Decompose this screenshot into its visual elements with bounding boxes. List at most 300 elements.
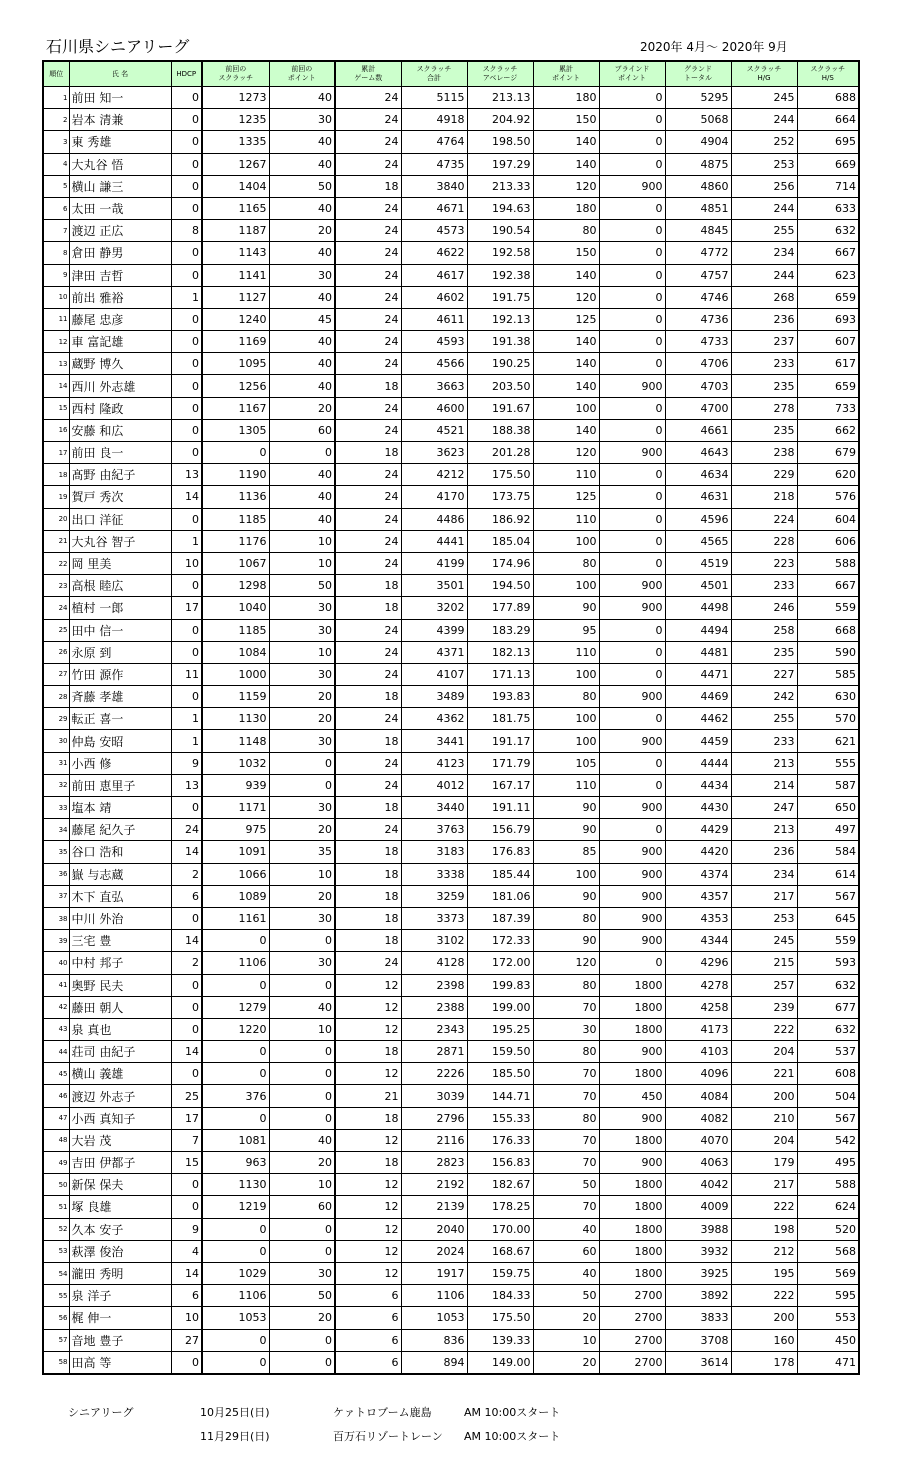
cell-high-series: 595 — [797, 1285, 859, 1307]
cell-prev-scratch: 1040 — [202, 597, 269, 619]
cell-player-name: 音地 豊子 — [69, 1329, 171, 1351]
cell-blind-points: 0 — [599, 419, 665, 441]
cell-grand-total: 4596 — [665, 508, 731, 530]
cell-high-series: 504 — [797, 1085, 859, 1107]
cell-scratch-total: 2024 — [401, 1240, 467, 1262]
cell-scratch-total: 3259 — [401, 885, 467, 907]
cell-prev-scratch: 1127 — [202, 286, 269, 308]
cell-prev-points: 20 — [269, 397, 335, 419]
cell-high-game: 179 — [731, 1152, 797, 1174]
table-row — [43, 930, 859, 952]
cell-high-series: 471 — [797, 1351, 859, 1374]
cell-scratch-total: 3102 — [401, 930, 467, 952]
cell-high-game: 244 — [731, 264, 797, 286]
cell-total-points: 120 — [533, 175, 599, 197]
cell-blind-points: 1800 — [599, 996, 665, 1018]
cell-scratch-total: 3183 — [401, 841, 467, 863]
cell-high-series: 584 — [797, 841, 859, 863]
cell-scratch-average: 173.75 — [467, 486, 533, 508]
table-row — [43, 819, 859, 841]
cell-scratch-average: 198.50 — [467, 131, 533, 153]
cell-rank: 41 — [43, 974, 69, 996]
cell-total-points: 30 — [533, 1018, 599, 1040]
cell-player-name: 藤尾 忠彦 — [69, 308, 171, 330]
cell-hdcp: 0 — [171, 175, 202, 197]
cell-games: 24 — [335, 530, 401, 552]
table-row — [43, 264, 859, 286]
cell-scratch-average: 159.75 — [467, 1262, 533, 1284]
cell-hdcp: 2 — [171, 863, 202, 885]
cell-player-name: 安藤 和広 — [69, 419, 171, 441]
cell-hdcp: 0 — [171, 619, 202, 641]
table-row — [43, 663, 859, 685]
cell-high-game: 244 — [731, 109, 797, 131]
cell-total-points: 110 — [533, 774, 599, 796]
cell-scratch-total: 4362 — [401, 708, 467, 730]
cell-high-series: 606 — [797, 530, 859, 552]
cell-prev-points: 0 — [269, 1240, 335, 1262]
table-row — [43, 885, 859, 907]
cell-prev-scratch: 0 — [202, 1351, 269, 1374]
cell-hdcp: 0 — [171, 331, 202, 353]
table-row — [43, 575, 859, 597]
cell-grand-total: 4429 — [665, 819, 731, 841]
cell-prev-points: 40 — [269, 131, 335, 153]
cell-prev-scratch: 1273 — [202, 87, 269, 109]
cell-high-game: 229 — [731, 464, 797, 486]
cell-blind-points: 0 — [599, 641, 665, 663]
cell-hdcp: 0 — [171, 419, 202, 441]
cell-blind-points: 2700 — [599, 1329, 665, 1351]
cell-scratch-average: 168.67 — [467, 1240, 533, 1262]
cell-prev-scratch: 1335 — [202, 131, 269, 153]
cell-scratch-total: 4622 — [401, 242, 467, 264]
cell-rank: 1 — [43, 87, 69, 109]
cell-rank: 55 — [43, 1285, 69, 1307]
cell-high-series: 621 — [797, 730, 859, 752]
cell-scratch-average: 159.50 — [467, 1041, 533, 1063]
cell-rank: 9 — [43, 264, 69, 286]
cell-high-game: 218 — [731, 486, 797, 508]
cell-prev-scratch: 1190 — [202, 464, 269, 486]
cell-grand-total: 4733 — [665, 331, 731, 353]
cell-high-series: 679 — [797, 442, 859, 464]
cell-rank: 44 — [43, 1041, 69, 1063]
cell-prev-scratch: 1148 — [202, 730, 269, 752]
cell-prev-scratch: 1141 — [202, 264, 269, 286]
cell-scratch-average: 170.00 — [467, 1218, 533, 1240]
cell-scratch-average: 178.25 — [467, 1196, 533, 1218]
cell-prev-points: 60 — [269, 1196, 335, 1218]
cell-games: 24 — [335, 109, 401, 131]
cell-prev-scratch: 1095 — [202, 353, 269, 375]
cell-grand-total: 4357 — [665, 885, 731, 907]
cell-high-game: 200 — [731, 1307, 797, 1329]
cell-prev-points: 35 — [269, 841, 335, 863]
cell-scratch-average: 177.89 — [467, 597, 533, 619]
cell-prev-points: 40 — [269, 508, 335, 530]
footer-event-time: AM 10:00スタート — [464, 1406, 561, 1419]
cell-total-points: 110 — [533, 464, 599, 486]
cell-grand-total: 4498 — [665, 597, 731, 619]
cell-rank: 37 — [43, 885, 69, 907]
cell-prev-scratch: 1167 — [202, 397, 269, 419]
cell-hdcp: 14 — [171, 486, 202, 508]
cell-scratch-average: 149.00 — [467, 1351, 533, 1374]
cell-hdcp: 6 — [171, 885, 202, 907]
col-header-name: 氏 名 — [69, 61, 171, 87]
cell-high-series: 553 — [797, 1307, 859, 1329]
cell-player-name: 岡 里美 — [69, 552, 171, 574]
cell-games: 18 — [335, 686, 401, 708]
cell-games: 12 — [335, 1218, 401, 1240]
cell-prev-scratch: 1159 — [202, 686, 269, 708]
cell-prev-scratch: 0 — [202, 1218, 269, 1240]
cell-scratch-average: 197.29 — [467, 153, 533, 175]
cell-games: 12 — [335, 1174, 401, 1196]
cell-prev-points: 30 — [269, 597, 335, 619]
cell-hdcp: 14 — [171, 1262, 202, 1284]
cell-high-game: 253 — [731, 153, 797, 175]
cell-grand-total: 3708 — [665, 1329, 731, 1351]
cell-prev-points: 40 — [269, 486, 335, 508]
cell-prev-scratch: 1185 — [202, 619, 269, 641]
cell-high-game: 253 — [731, 907, 797, 929]
cell-prev-points: 0 — [269, 1329, 335, 1351]
cell-total-points: 110 — [533, 641, 599, 663]
cell-high-series: 588 — [797, 552, 859, 574]
cell-total-points: 140 — [533, 131, 599, 153]
cell-rank: 38 — [43, 907, 69, 929]
cell-scratch-average: 181.06 — [467, 885, 533, 907]
cell-high-series: 632 — [797, 974, 859, 996]
cell-scratch-total: 3663 — [401, 375, 467, 397]
cell-total-points: 80 — [533, 552, 599, 574]
cell-games: 24 — [335, 308, 401, 330]
cell-prev-scratch: 0 — [202, 1329, 269, 1351]
cell-grand-total: 3988 — [665, 1218, 731, 1240]
cell-high-game: 217 — [731, 1174, 797, 1196]
cell-high-series: 677 — [797, 996, 859, 1018]
table-row — [43, 730, 859, 752]
cell-scratch-average: 194.50 — [467, 575, 533, 597]
cell-rank: 11 — [43, 308, 69, 330]
cell-blind-points: 0 — [599, 131, 665, 153]
cell-games: 18 — [335, 597, 401, 619]
cell-rank: 19 — [43, 486, 69, 508]
cell-prev-points: 30 — [269, 663, 335, 685]
cell-scratch-average: 213.13 — [467, 87, 533, 109]
cell-scratch-total: 4600 — [401, 397, 467, 419]
cell-blind-points: 0 — [599, 220, 665, 242]
table-row — [43, 1107, 859, 1129]
cell-scratch-average: 184.33 — [467, 1285, 533, 1307]
cell-prev-scratch: 1267 — [202, 153, 269, 175]
cell-high-series: 537 — [797, 1041, 859, 1063]
cell-scratch-total: 1106 — [401, 1285, 467, 1307]
cell-prev-points: 0 — [269, 1107, 335, 1129]
cell-prev-points: 20 — [269, 1152, 335, 1174]
cell-hdcp: 25 — [171, 1085, 202, 1107]
cell-player-name: 蔵野 博久 — [69, 353, 171, 375]
cell-player-name: 仲島 安昭 — [69, 730, 171, 752]
table-row — [43, 619, 859, 641]
footer-event-date: 10月25日(日) — [200, 1406, 270, 1419]
cell-prev-points: 50 — [269, 1285, 335, 1307]
cell-blind-points: 0 — [599, 197, 665, 219]
cell-total-points: 140 — [533, 419, 599, 441]
cell-total-points: 125 — [533, 308, 599, 330]
cell-games: 24 — [335, 752, 401, 774]
cell-hdcp: 0 — [171, 197, 202, 219]
cell-prev-scratch: 939 — [202, 774, 269, 796]
cell-blind-points: 2700 — [599, 1285, 665, 1307]
table-row — [43, 1041, 859, 1063]
cell-blind-points: 0 — [599, 819, 665, 841]
table-row — [43, 375, 859, 397]
cell-rank: 2 — [43, 109, 69, 131]
cell-scratch-average: 185.50 — [467, 1063, 533, 1085]
cell-high-series: 617 — [797, 353, 859, 375]
cell-scratch-total: 2139 — [401, 1196, 467, 1218]
cell-scratch-total: 4170 — [401, 486, 467, 508]
cell-player-name: 藤田 朝人 — [69, 996, 171, 1018]
cell-blind-points: 900 — [599, 907, 665, 929]
cell-scratch-average: 193.83 — [467, 686, 533, 708]
cell-rank: 24 — [43, 597, 69, 619]
cell-grand-total: 4736 — [665, 308, 731, 330]
cell-total-points: 100 — [533, 863, 599, 885]
cell-total-points: 70 — [533, 1085, 599, 1107]
cell-games: 24 — [335, 819, 401, 841]
cell-scratch-average: 204.92 — [467, 109, 533, 131]
cell-games: 24 — [335, 552, 401, 574]
cell-scratch-total: 3489 — [401, 686, 467, 708]
cell-hdcp: 0 — [171, 797, 202, 819]
cell-player-name: 横山 義雄 — [69, 1063, 171, 1085]
cell-player-name: 髙野 由紀子 — [69, 464, 171, 486]
cell-hdcp: 27 — [171, 1329, 202, 1351]
cell-hdcp: 4 — [171, 1240, 202, 1262]
cell-total-points: 110 — [533, 508, 599, 530]
cell-prev-scratch: 0 — [202, 1107, 269, 1129]
cell-scratch-average: 167.17 — [467, 774, 533, 796]
cell-scratch-average: 181.75 — [467, 708, 533, 730]
table-row — [43, 863, 859, 885]
cell-rank: 14 — [43, 375, 69, 397]
cell-games: 6 — [335, 1329, 401, 1351]
cell-scratch-total: 4602 — [401, 286, 467, 308]
cell-rank: 31 — [43, 752, 69, 774]
cell-scratch-average: 185.44 — [467, 863, 533, 885]
cell-prev-points: 30 — [269, 730, 335, 752]
cell-player-name: 小西 修 — [69, 752, 171, 774]
table-row — [43, 153, 859, 175]
cell-player-name: 植村 一郎 — [69, 597, 171, 619]
table-row — [43, 1285, 859, 1307]
cell-hdcp: 0 — [171, 397, 202, 419]
cell-prev-points: 40 — [269, 1129, 335, 1151]
cell-rank: 47 — [43, 1107, 69, 1129]
cell-prev-scratch: 1171 — [202, 797, 269, 819]
cell-scratch-total: 4521 — [401, 419, 467, 441]
cell-hdcp: 14 — [171, 1041, 202, 1063]
cell-hdcp: 0 — [171, 375, 202, 397]
cell-high-game: 200 — [731, 1085, 797, 1107]
cell-player-name: 賀戸 秀次 — [69, 486, 171, 508]
col-header-grand-total: グランド トータル — [665, 61, 731, 87]
cell-prev-scratch: 1089 — [202, 885, 269, 907]
cell-hdcp: 10 — [171, 1307, 202, 1329]
col-header-scratch-total: スクラッチ 合計 — [401, 61, 467, 87]
cell-scratch-total: 3338 — [401, 863, 467, 885]
cell-high-game: 245 — [731, 87, 797, 109]
cell-scratch-total: 3440 — [401, 797, 467, 819]
cell-games: 24 — [335, 220, 401, 242]
cell-blind-points: 0 — [599, 952, 665, 974]
cell-rank: 18 — [43, 464, 69, 486]
cell-prev-points: 0 — [269, 1218, 335, 1240]
cell-player-name: 新保 保夫 — [69, 1174, 171, 1196]
cell-hdcp: 0 — [171, 575, 202, 597]
cell-prev-points: 0 — [269, 774, 335, 796]
cell-prev-scratch: 0 — [202, 974, 269, 996]
cell-player-name: 津田 吉哲 — [69, 264, 171, 286]
cell-grand-total: 3614 — [665, 1351, 731, 1374]
cell-prev-points: 40 — [269, 464, 335, 486]
col-header-blind-points: ブラインド ポイント — [599, 61, 665, 87]
cell-total-points: 90 — [533, 930, 599, 952]
cell-grand-total: 4278 — [665, 974, 731, 996]
cell-high-series: 632 — [797, 1018, 859, 1040]
cell-rank: 22 — [43, 552, 69, 574]
cell-scratch-average: 192.13 — [467, 308, 533, 330]
cell-rank: 39 — [43, 930, 69, 952]
table-row — [43, 1262, 859, 1284]
cell-high-series: 520 — [797, 1218, 859, 1240]
cell-blind-points: 0 — [599, 242, 665, 264]
cell-total-points: 150 — [533, 242, 599, 264]
cell-games: 24 — [335, 486, 401, 508]
cell-high-game: 198 — [731, 1218, 797, 1240]
cell-prev-scratch: 1161 — [202, 907, 269, 929]
cell-hdcp: 0 — [171, 109, 202, 131]
cell-prev-scratch: 1219 — [202, 1196, 269, 1218]
cell-high-series: 667 — [797, 575, 859, 597]
table-row — [43, 907, 859, 929]
cell-grand-total: 4063 — [665, 1152, 731, 1174]
col-header-high-series: スクラッチ H/S — [797, 61, 859, 87]
cell-prev-points: 10 — [269, 641, 335, 663]
cell-rank: 57 — [43, 1329, 69, 1351]
table-row — [43, 175, 859, 197]
cell-games: 6 — [335, 1285, 401, 1307]
table-row — [43, 1174, 859, 1196]
cell-high-series: 664 — [797, 109, 859, 131]
cell-grand-total: 4070 — [665, 1129, 731, 1151]
cell-prev-scratch: 376 — [202, 1085, 269, 1107]
cell-grand-total: 4471 — [665, 663, 731, 685]
cell-player-name: 嶽 与志蔵 — [69, 863, 171, 885]
cell-rank: 32 — [43, 774, 69, 796]
cell-player-name: 大丸谷 智子 — [69, 530, 171, 552]
cell-blind-points: 1800 — [599, 1063, 665, 1085]
cell-hdcp: 1 — [171, 708, 202, 730]
cell-scratch-total: 4764 — [401, 131, 467, 153]
table-row — [43, 353, 859, 375]
cell-grand-total: 5068 — [665, 109, 731, 131]
cell-prev-scratch: 1053 — [202, 1307, 269, 1329]
table-row — [43, 331, 859, 353]
cell-player-name: 永原 到 — [69, 641, 171, 663]
cell-prev-scratch: 1091 — [202, 841, 269, 863]
cell-high-series: 568 — [797, 1240, 859, 1262]
cell-total-points: 60 — [533, 1240, 599, 1262]
cell-prev-scratch: 1081 — [202, 1129, 269, 1151]
cell-rank: 42 — [43, 996, 69, 1018]
cell-high-game: 233 — [731, 730, 797, 752]
table-row — [43, 1129, 859, 1151]
cell-prev-points: 0 — [269, 1351, 335, 1374]
cell-rank: 58 — [43, 1351, 69, 1374]
table-row — [43, 87, 859, 109]
cell-scratch-total: 2398 — [401, 974, 467, 996]
cell-scratch-average: 201.28 — [467, 442, 533, 464]
cell-hdcp: 0 — [171, 1018, 202, 1040]
cell-grand-total: 3833 — [665, 1307, 731, 1329]
cell-hdcp: 0 — [171, 996, 202, 1018]
cell-games: 12 — [335, 1129, 401, 1151]
col-header-games: 累計 ゲーム数 — [335, 61, 401, 87]
cell-hdcp: 6 — [171, 1285, 202, 1307]
cell-player-name: 前田 良一 — [69, 442, 171, 464]
cell-rank: 34 — [43, 819, 69, 841]
cell-rank: 6 — [43, 197, 69, 219]
cell-grand-total: 4430 — [665, 797, 731, 819]
cell-player-name: 藤尾 紀久子 — [69, 819, 171, 841]
cell-blind-points: 0 — [599, 264, 665, 286]
table-row — [43, 952, 859, 974]
cell-prev-points: 20 — [269, 1307, 335, 1329]
cell-prev-scratch: 1130 — [202, 708, 269, 730]
cell-rank: 45 — [43, 1063, 69, 1085]
cell-games: 24 — [335, 331, 401, 353]
cell-high-game: 204 — [731, 1041, 797, 1063]
cell-rank: 48 — [43, 1129, 69, 1151]
cell-scratch-average: 144.71 — [467, 1085, 533, 1107]
cell-games: 18 — [335, 797, 401, 819]
cell-prev-points: 40 — [269, 153, 335, 175]
cell-high-series: 542 — [797, 1129, 859, 1151]
cell-rank: 35 — [43, 841, 69, 863]
cell-hdcp: 0 — [171, 1174, 202, 1196]
cell-hdcp: 14 — [171, 841, 202, 863]
cell-high-series: 590 — [797, 641, 859, 663]
cell-scratch-total: 2343 — [401, 1018, 467, 1040]
cell-grand-total: 4700 — [665, 397, 731, 419]
cell-total-points: 70 — [533, 1129, 599, 1151]
cell-scratch-average: 192.58 — [467, 242, 533, 264]
cell-total-points: 80 — [533, 1107, 599, 1129]
footer-event-venue: ケァトロブーム鹿島 — [333, 1406, 432, 1419]
cell-blind-points: 0 — [599, 508, 665, 530]
cell-rank: 15 — [43, 397, 69, 419]
cell-player-name: 大丸谷 悟 — [69, 153, 171, 175]
cell-scratch-average: 191.17 — [467, 730, 533, 752]
cell-total-points: 150 — [533, 109, 599, 131]
cell-player-name: 三宅 豊 — [69, 930, 171, 952]
cell-high-series: 614 — [797, 863, 859, 885]
